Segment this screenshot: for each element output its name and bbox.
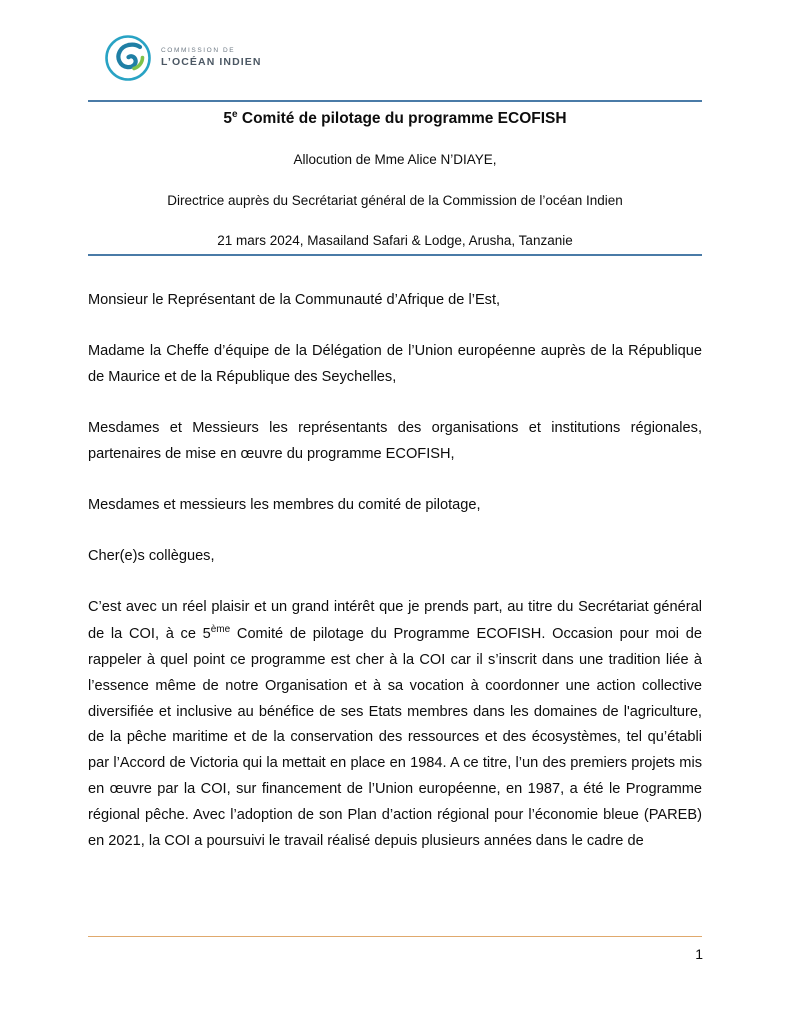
header-divider-bottom [88,254,702,256]
page-title-prefix: 5 [223,110,233,128]
paragraph-salutation-5: Cher(e)s collègues, [88,547,215,564]
paragraph-opening-part2: Comité de pilotage du Programme ECOFISH. Occasion pour moi de rappeler à quel point ce programme est cher à la COI car il s’inscrit dans une tradition liée à l’essence même de notre Organisation et à sa vocation à coordonner une action collective diversifiée et inclusive au bénéfice de ses Etats membres dans les domaines de l'agriculture, de la pêche maritime et de la conservation des ressources et des écosystèmes, tel qu’établi par l’Accord de Victoria qui la mettait en place en 1984. A ce titre, l’un des premiers projets mis en œuvre par la COI, sur financement de l’Union européenne, en 1987, a été le Programme régional pêche. Avec l’adoption de son Plan d’action régional pour l’économie bleue (PAREB) en 2021, la COI a poursuivi le travail réalisé depuis plusieurs années dans le cadre de [88,625,702,850]
page-title [88,108,702,129]
coi-spiral-logo-icon [104,34,152,82]
paragraph-salutation-1: Monsieur le Représentant de la Communauté d’Afrique de l’Est, [88,292,501,308]
paragraph-opening-remarks [88,595,702,856]
document-body [88,288,702,855]
footer-divider [88,936,702,937]
paragraph-salutation-2: Madame la Cheffe d’équipe de la Délégation de l’Union européenne auprès de la République de Maurice et de la République des Seychelles, [88,342,702,385]
paragraph-salutation-4: Mesdames et messieurs les membres du comité de pilotage, [88,496,481,513]
page-number: 1 [695,946,703,962]
subtitle-date-venue: 21 mars 2024, Masailand Safari & Lodge, Arusha, Tanzanie [217,232,573,248]
organization-name-line2: L’OCÉAN INDIEN [161,55,262,68]
paragraph-opening-part1: C’est avec un réel plaisir et un grand intérêt que je prends part, au titre du Secrétariat général de la COI, à ce 5 [88,598,702,642]
paragraph-opening-superscript: ème [210,623,231,635]
paragraph-salutation-3: Mesdames et Messieurs les représentants des organisations et institutions régionales, partenaires de mise en œuvre du programme ECOFISH, [88,419,702,462]
subtitle-speaker: Allocution de Mme Alice N’DIAYE, [293,152,497,168]
organization-name [161,47,262,68]
header-divider-top [88,100,702,102]
organization-name-line1: COMMISSION DE [161,47,236,55]
subtitle-role: Directrice auprès du Secrétariat général de la Commission de l’océan Indien [167,192,623,208]
page-title-superscript: e [232,109,238,120]
title-block [88,108,702,250]
page-title-rest: Comité de pilotage du programme ECOFISH [237,110,567,128]
organization-logo [104,34,262,82]
